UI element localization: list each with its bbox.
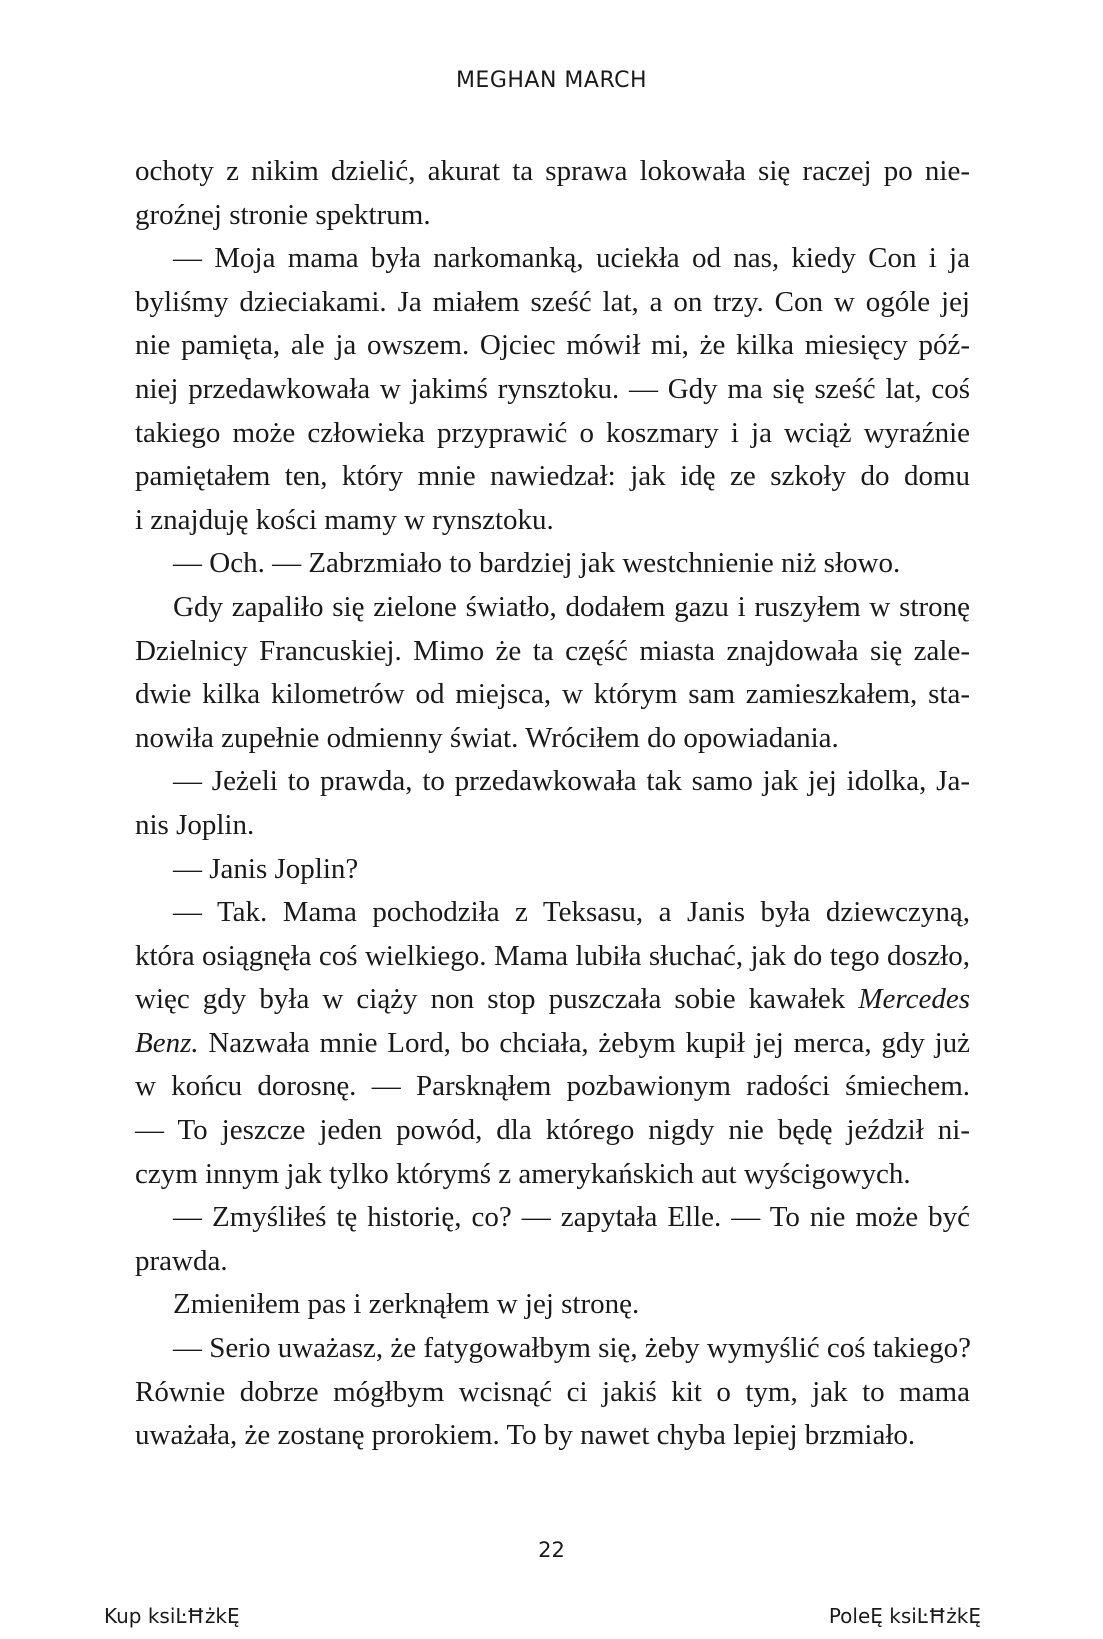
- text-line: w końcu dorosnę. — Parsknąłem pozbawionym radości śmiechem.: [135, 1070, 970, 1103]
- running-header-author: MEGHAN MARCH: [455, 68, 648, 93]
- text-line: Równie dobrze mógłbym wcisnąć ci jakiś kit o tym, jak to mama: [135, 1375, 970, 1408]
- text-line: — Serio uważasz, że fatygowałbym się, żeby wymyślić coś takiego?: [173, 1332, 972, 1365]
- text-line: czym innym jak tylko którymś z amerykańskich aut wyścigowych.: [135, 1157, 911, 1190]
- text-line: pamiętałem ten, który mnie nawiedzał: jak idę ze szkoły do domu: [135, 460, 970, 493]
- text-line: Benz. Nazwała mnie Lord, bo chciała, żebym kupił jej merca, gdy już: [135, 1026, 970, 1059]
- text-line: Zmieniłem pas i zerknąłem w jej stronę.: [173, 1288, 640, 1321]
- text-line: — Och. — Zabrzmiało to bardziej jak westchnienie niż słowo.: [173, 547, 901, 580]
- song-title: Mercedes: [858, 983, 970, 1016]
- text-line: — Janis Joplin?: [173, 852, 359, 885]
- page-body-text: [135, 150, 970, 1458]
- text-line: która osiągnęła coś wielkiego. Mama lubiła słuchać, jak do tego doszło,: [135, 939, 970, 972]
- text-line: Gdy zapaliło się zielone światło, dodałem gazu i ruszyłem w stronę: [173, 590, 970, 623]
- buy-book-link[interactable]: Kup ksiĿĦżkĘ: [104, 1604, 240, 1628]
- text-line: takiego może człowieka przyprawić o koszmary i ja wciąż wyraźnie: [135, 416, 970, 449]
- page-number: 22: [538, 1538, 565, 1562]
- text-line: groźnej stronie spektrum.: [135, 198, 431, 231]
- text-line: — Moja mama była narkomanką, uciekła od nas, kiedy Con i ja: [173, 242, 970, 275]
- text-line: — Zmyśliłeś tę historię, co? — zapytała Elle. — To nie może być: [173, 1201, 970, 1234]
- song-title: Benz.: [135, 1026, 199, 1059]
- text-line: nie pamięta, ale ja owszem. Ojciec mówił mi, że kilka miesięcy póź-: [135, 329, 970, 362]
- text-line: nowiła zupełnie odmienny świat. Wróciłem do opowiadania.: [135, 721, 839, 754]
- text-line: ochoty z nikim dzielić, akurat ta sprawa lokowała się raczej po nie-: [135, 155, 970, 187]
- text-line: niej przedawkowała w jakimś rynsztoku. — Gdy ma się sześć lat, coś: [135, 372, 970, 405]
- text-line: byliśmy dzieciakami. Ja miałem sześć lat, a on trzy. Con w ogóle jej: [135, 285, 970, 318]
- text-line: nis Joplin.: [135, 808, 255, 841]
- text-line: Dzielnicy Francuskiej. Mimo że ta część miasta znajdowała się zale-: [135, 634, 970, 667]
- text-line: — Tak. Mama pochodziła z Teksasu, a Janis była dziewczyną,: [173, 896, 970, 929]
- text-line: prawda.: [135, 1244, 228, 1277]
- text-line: — To jeszcze jeden powód, dla którego nigdy nie będę jeździł ni-: [135, 1114, 970, 1147]
- recommend-book-link[interactable]: PoleĘ ksiĿĦżkĘ: [828, 1604, 981, 1628]
- text-line: więc gdy była w ciąży non stop puszczała sobie kawałek Mercedes: [135, 983, 970, 1016]
- text-line: uważała, że zostanę prorokiem. To by nawet chyba lepiej brzmiało.: [135, 1419, 916, 1452]
- text-line: — Jeżeli to prawda, to przedawkowała tak samo jak jej idolka, Ja-: [173, 765, 970, 798]
- text-line: dwie kilka kilometrów od miejsca, w którym sam zamieszkałem, sta-: [135, 678, 970, 711]
- text-line: i znajduję kości mamy w rynsztoku.: [135, 503, 554, 536]
